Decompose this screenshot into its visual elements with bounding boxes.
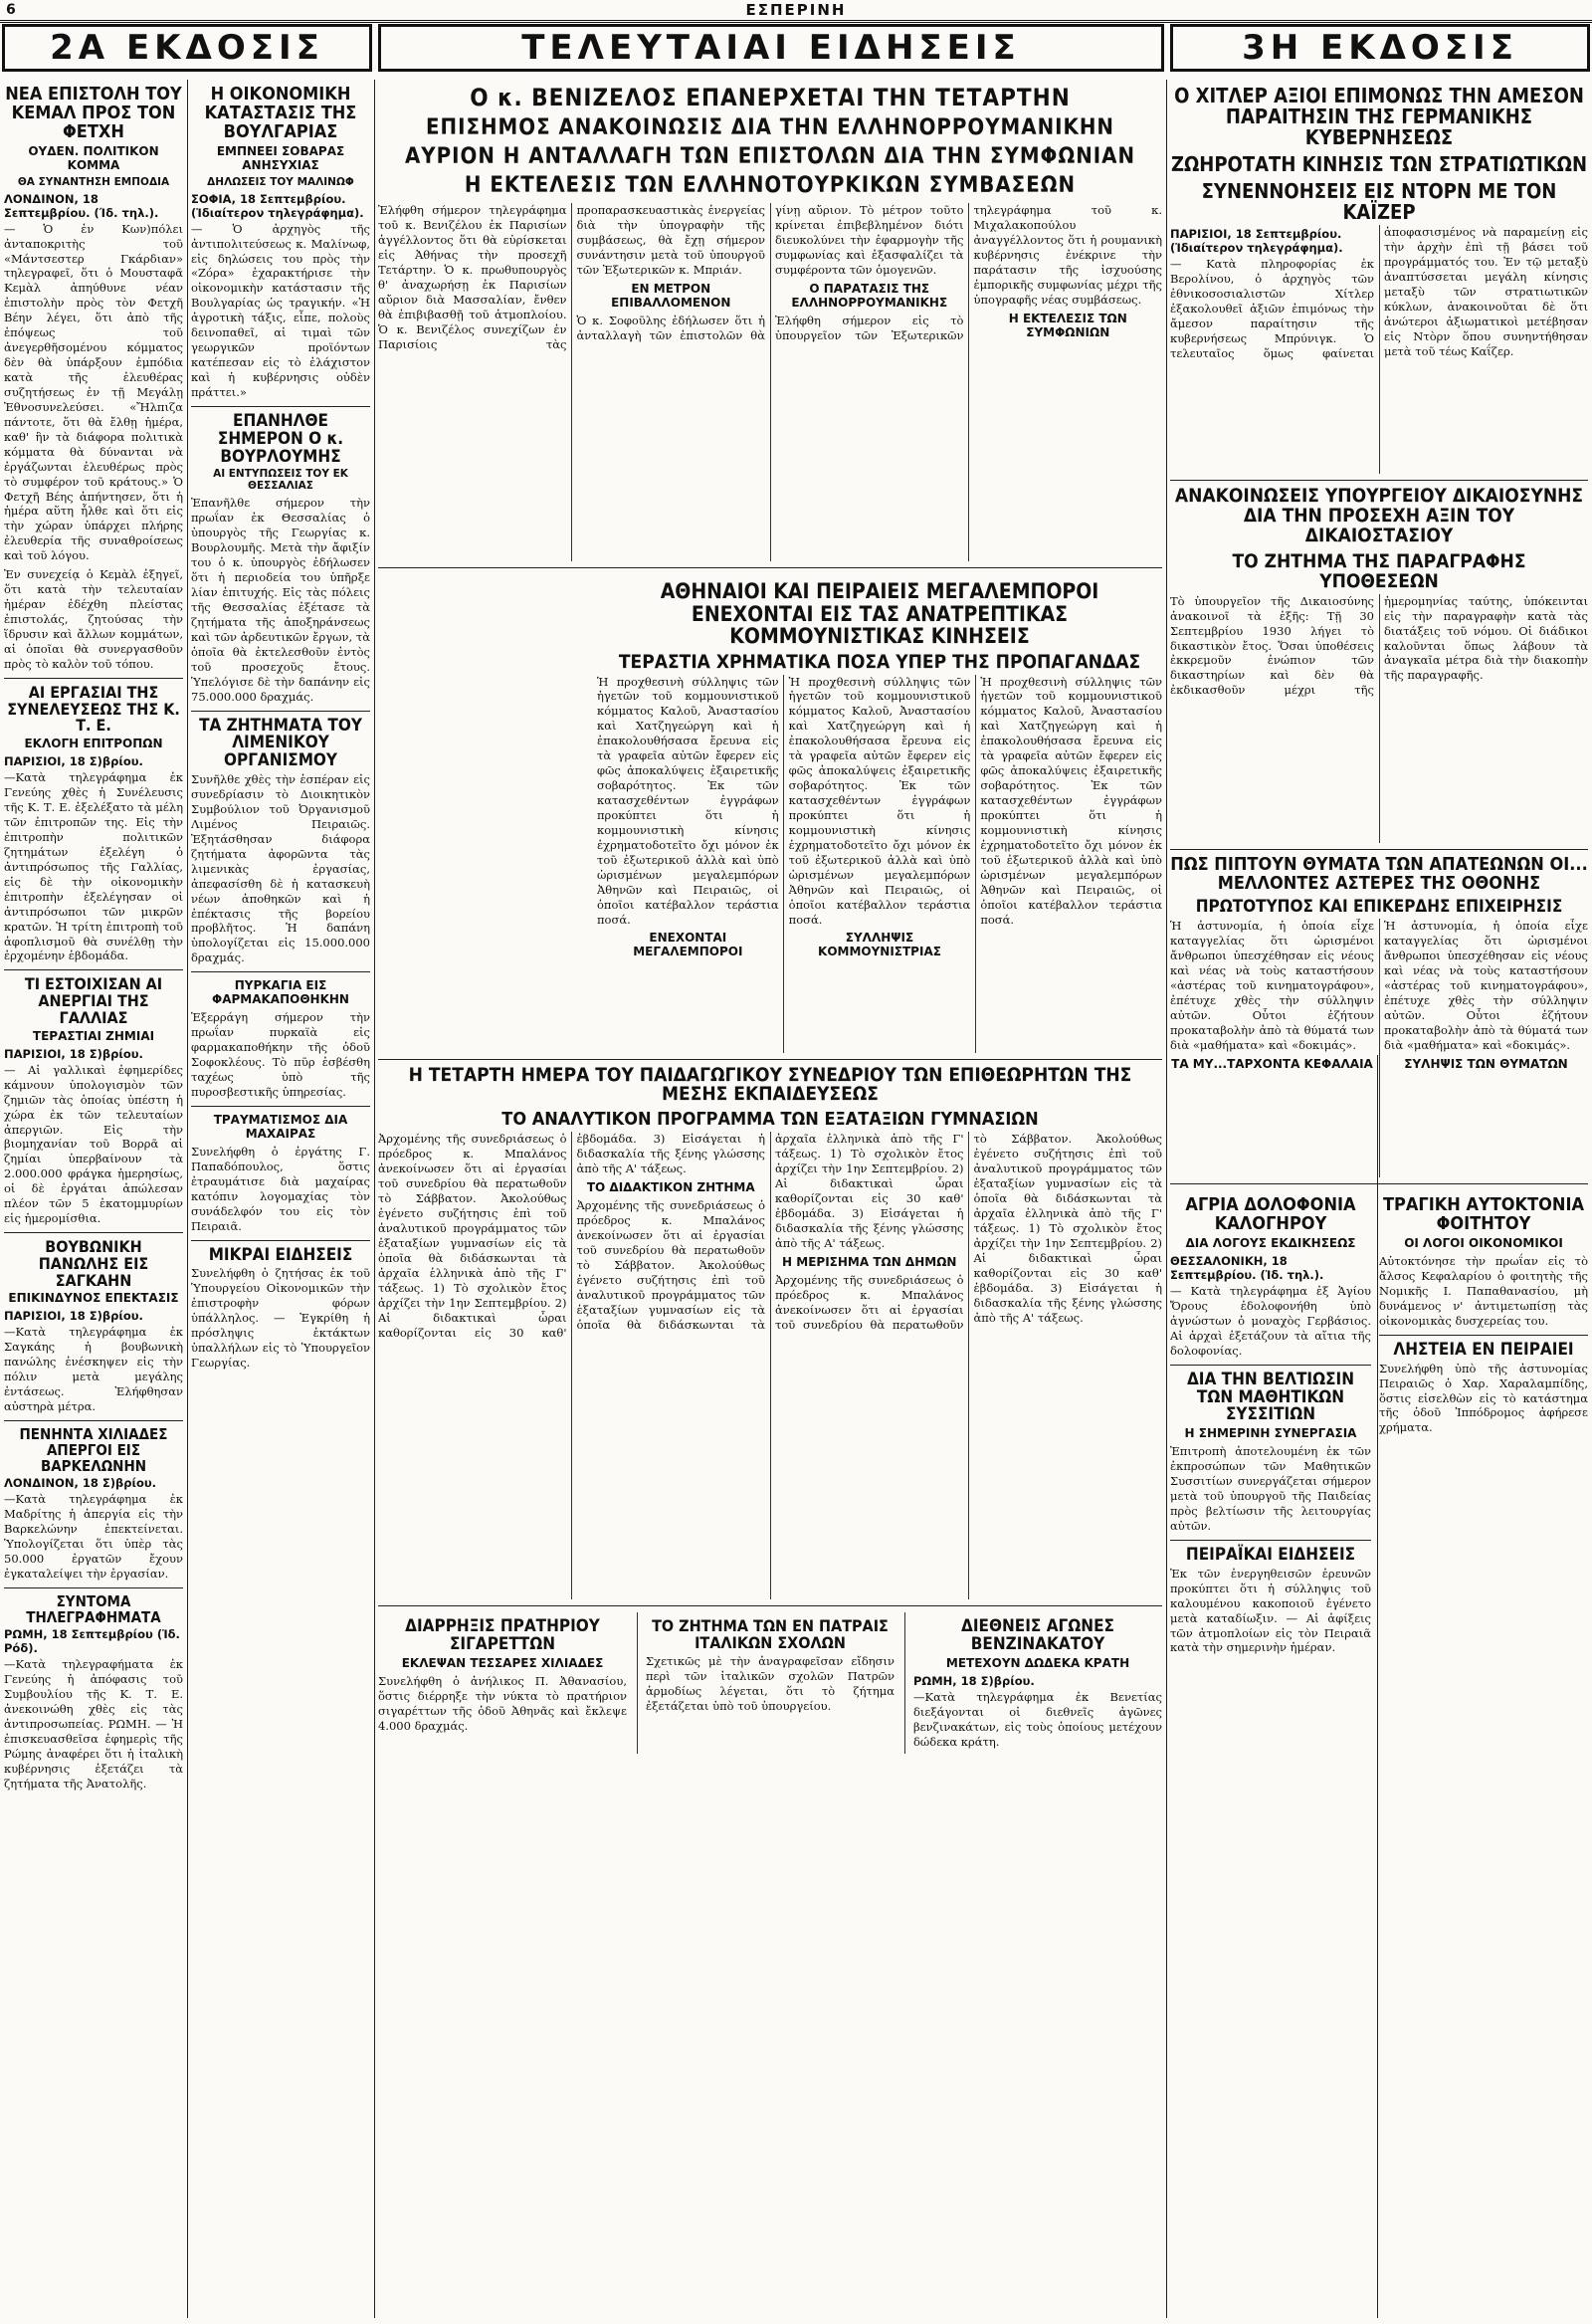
- subheadline: ΤΑ ΜΥ...ΤΑΡΧΟΝΤΑ ΚΕΦΑΛΑΙΑ: [1171, 1056, 1373, 1071]
- headline: Η ΕΚΤΕΛΕΣΙΣ ΤΩΝ ΕΛΛΗΝΟΤΟΥΡΚΙΚΩΝ ΣΥΜΒΑΣΕΩΝ: [464, 173, 1077, 199]
- dateline: ΛΟΝΔΙΝΟΝ, 18 Σ)βρίου.: [4, 1476, 156, 1491]
- divider: [4, 678, 183, 679]
- bottom-right: [1170, 1190, 1588, 1659]
- article-text: Ἐλήφθη σήμερον εἰς τὸ ὑπουργεῖον τῶν Ἐξωτερικῶν τηλεγράφημα τοῦ κ. Μιχαλακοπούλου ἀναγγέλλοντος ὅτι ἡ ρουμανικὴ κυβέρνησις ἐνέκρινε τὴν παράτασιν τῆς ἰσχυούσης ἐμπορικῆς συμφωνίας μέχρι τῆς ὑπογραφῆς νέας συμβάσεως.: [775, 203, 1162, 343]
- divider: [191, 406, 370, 407]
- headline: Ο κ. ΒΕΝΙΖΕΛΟΣ ΕΠΑΝΕΡΧΕΤΑΙ ΤΗΝ ΤΕΤΑΡΤΗΝ: [470, 84, 1071, 111]
- newspaper-title: ΕΣΠΕΡΙΝΗ: [745, 1, 847, 19]
- column-rule: [187, 80, 188, 2318]
- headline: ΜΙΚΡΑΙ ΕΙΔΗΣΕΙΣ: [208, 1244, 353, 1265]
- article-text: Συνελήφθη ὁ ἀνήλικος Π. Ἀθανασίου, ὅστις διέρρηξε τὴν νύκτα τὸ πρατήριον σιγαρέττων τῆς ὁδοῦ Ἀθηνᾶς καὶ ἔκλεψε 4.000 δραχμάς.: [378, 1674, 627, 1733]
- headline: ΒΟΥΒΩΝΙΚΗ ΠΑΝΩΛΗΣ ΕΙΣ ΣΑΓΚΑΗΝ: [38, 1237, 149, 1290]
- headline: ΕΠΑΝΗΛΘΕ ΣΗΜΕΡΟΝ Ο κ. ΒΟΥΡΛΟΥΜΗΣ: [217, 410, 344, 467]
- headline: ΖΩΗΡΟΤΑΤΗ ΚΙΝΗΣΙΣ ΤΩΝ ΣΤΡΑΤΙΩΤΙΚΩΝ: [1170, 152, 1588, 176]
- masthead: [0, 0, 1592, 23]
- article-text: — Ὁ ἐν Κων)πόλει ἀνταποκριτὴς τοῦ «Μάντσεστερ Γκάρδιαν» τηλεγραφεῖ, ὅτι ὁ Μουσταφᾶ Κεμὰλ ἀπηύθυνε νέαν ἐπιστολὴν πρὸς τὸν Φετχῆ Βέην λέγει, ὅτι ἀπὸ τῆς ἐπόψεως τοῦ ἀνεγερθῆσομένου κόμματος δὲν θὰ ὑπάρξουν ἐμπόδια κατὰ τῆς ἐλευθέρας συζητήσεως ἐν τῇ Μεγάλῃ Ἐθνοσυνελεύσει. «Ἤλπιζα πάντοτε, ὅτι θὰ ἔλθῃ ἡμέρα, καθ' ἣν τὰ διάφορα πολιτικὰ κόμματα θὰ δύνανται νὰ ἐργάζωνται ἐλευθέρως πρὸς τὸ συμφέρον τοῦ κράτους.» Ὁ Φετχῆ Βέης ἀπήντησεν, ὅτι ἡ ἡμέρα αὕτη ἦλθε καὶ ὅτι εἰς τὴν χώραν ὑπάρχει πλήρης ἐλευθερία τῆς συναθροίσεως καὶ τοῦ λόγου.: [4, 221, 183, 563]
- divider: [1170, 1540, 1371, 1541]
- article-columns: [378, 203, 1162, 561]
- article-column: [1170, 1190, 1371, 1659]
- subheadline: ΔΙΑ ΛΟΓΟΥΣ ΕΚΔΙΚΗΣΕΩΣ: [1185, 1236, 1356, 1251]
- headline: ΠΕΝΗΝΤΑ ΧΙΛΙΑΔΕΣ ΑΠΕΡΓΟΙ ΕΙΣ ΒΑΡΚΕΛΩΝΗΝ: [19, 1425, 168, 1475]
- headline: ΑΝΑΚΟΙΝΩΣΕΙΣ ΥΠΟΥΡΓΕΙΟΥ ΔΙΚΑΙΟΣΥΝΗΣ ΔΙΑ ΤΗΝ ΠΡΟΣΕΧΗ ΑΞΙΝ ΤΟΥ ΔΙΚΑΙΟΣΤΑΣΙΟΥ: [1174, 485, 1584, 546]
- dateline: ΡΩΜΗ, 18 Σεπτεμβρίου (Ἰδ. Ρόδ).: [4, 1627, 180, 1656]
- dateline: ΣΟΦΙΑ, 18 Σεπτεμβρίου. (Ἰδιαίτερον τηλεγράφημα).: [191, 191, 364, 220]
- article-text: Σχετικῶς μὲ τὴν ἀναγραφεῖσαν εἴδησιν περὶ τῶν ἰταλικῶν σχολῶν Πατρῶν ἀρμοδίως λέγεται, ὅτι τὸ ζήτημα ἐξετάζεται ὑπὸ τοῦ ὑπουργείου.: [646, 1653, 895, 1713]
- article-text: Ἀρχομένης τῆς συνεδριάσεως ὁ πρόεδρος κ. Μπαλάνος ἀνεκοίνωσεν ὅτι αἱ ἐργασίαι τοῦ συνεδρίου θὰ περατωθοῦν τὸ Σάββατον. Ἀκολούθως ἐγένετο συζήτησις ἐπὶ τοῦ ἀναλυτικοῦ προγράμματος τῶν ἑξαταξίων γυμνασίων εἰς τὰ ὁποῖα θὰ διδάσκωνται τὰ ἀρχαῖα ἑλληνικὰ ἀπὸ τῆς Γ' τάξεως. 1) Τὸ σχολικὸν ἔτος ἀρχίζει τὴν 1ην Σεπτεμβρίου. 2) Αἱ διδακτικαὶ ὧραι καθορίζονται εἰς 30 καθ' ἑβδομάδα. 3) Εἰσάγεται ἡ διδασκαλία τῆς ξένης γλώσσης ἀπὸ τῆς Α' τάξεως.: [775, 1132, 1162, 1332]
- article-text: Ἡ προχθεσινὴ σύλληψις τῶν ἡγετῶν τοῦ κομμουνιστικοῦ κόμματος Καλοῦ, Ἀναστασίου καὶ Χατζηγεώργη καὶ ἡ ἐπακολουθήσασα ἔρευνα εἰς τὰ γραφεῖα αὐτῶν ἔφερεν εἰς φῶς ἀποκαλύψεις ἐξαιρετικῆς σοβαρότητος. Ἐκ τῶν κατασχεθέντων ἐγγράφων προκύπτει ὅτι ἡ κομμουνιστικὴ κίνησις ἐχρηματοδοτεῖτο ὄχι μόνον ἐκ τοῦ ἐξωτερικοῦ ἀλλὰ καὶ ὑπὸ ὡρισμένων μεγαλεμπόρων Ἀθηνῶν καὶ Πειραιῶς, οἱ ὁποῖοι κατέβαλλον τεράστια ποσά.: [788, 674, 971, 927]
- headline: ΑΥΡΙΟΝ Η ΑΝΤΑΛΛΑΓΗ ΤΩΝ ΕΠΙΣΤΟΛΩΝ ΔΙΑ ΤΗΝ ΣΥΜΦΩΝΙΑΝ: [404, 144, 1136, 170]
- article-text: —Κατὰ τηλεγραφήματα ἐκ Γενεύης ἡ ἀπόφασις τοῦ Συμβουλίου τῆς Κ. Τ. Ε. ἀνεκοινώθη χθὲς εἰς τὰς ἀντιπροσωπείας. ΡΩΜΗ. — Ἡ ἐπισκευασθεῖσα ἐφημερὶς τῆς Ρώμης ἀναφέρει ὅτι ἡ ἰταλικὴ κυβέρνησις ἐξετάζει τὰ ζητήματα τῆς Ἀνατολῆς.: [4, 1657, 183, 1791]
- headline: ΤΡΑΓΙΚΗ ΑΥΤΟΚΤΟΝΙΑ ΦΟΙΤΗΤΟΥ: [1382, 1194, 1585, 1235]
- divider: [1170, 480, 1588, 481]
- divider: [4, 969, 183, 970]
- divider: [4, 1232, 183, 1233]
- article-text: Ἐπιτροπὴ ἀποτελουμένη ἐκ τῶν ἐκπροσώπων τῶν Μαθητικῶν Συσσιτίων συνεργάζεται σήμερον μετὰ τοῦ ὑπουργοῦ τῆς Παιδείας πρὸς βελτίωσιν τῆς λειτουργίας αὐτῶν.: [1170, 1444, 1371, 1533]
- center-section: [378, 80, 1162, 2320]
- subheadline: ΕΚΛΟΓΗ ΕΠΙΤΡΟΠΩΝ: [24, 737, 163, 751]
- article-text: — Ὁ ἀρχηγὸς τῆς ἀντιπολιτεύσεως κ. Μαλίνωφ, εἰς δηλώσεις του πρὸς τὴν «Ζόρα» ἐχαρακτήρισε τὴν οἰκονομικὴν κατάστασιν τῆς Βουλγαρίας ὡς τραγικήν. «Ἡ ἀγροτικὴ τάξις, εἶπε, πολοὺς δεινοπαθεῖ, αἱ τιμαὶ τῶν γεωργικῶν προϊόντων κατέπεσαν εἰς τὸ ἐλάχιστον καὶ ἡ κυβέρνησις οὐδὲν πράττει.»: [191, 221, 370, 399]
- dateline: ΠΑΡΙΣΙΟΙ, 18 Σ)βρίου.: [4, 1309, 143, 1324]
- divider: [1170, 1365, 1371, 1366]
- column-rule: [1166, 80, 1167, 2318]
- subheadline: ΑΙ ΕΝΤΥΠΩΣΕΙΣ ΤΟΥ ΕΚ ΘΕΣΣΑΛΙΑΣ: [213, 468, 348, 493]
- article-text: Ἐπανῆλθε σήμερον τὴν πρωΐαν ἐκ Θεσσαλίας ὁ ὑπουργὸς τῆς Γεωργίας κ. Βουρλουμῆς. Μετὰ τὴν ἄφιξίν του ὁ κ. ὑπουργὸς ἐδήλωσεν ὅτι ἡ περιοδεία του ὑπῆρξε λίαν ἐπιτυχής. Εἰς τὰς πόλεις τῆς Θεσσαλίας ἐξέτασε τὰ ζητήματα τῆς ἀποξηράνσεως καὶ τῶν ἀρδευτικῶν ἔργων, τὰ ὁποῖα θὰ ἐκτελεσθοῦν ἐντὸς τοῦ προσεχοῦς ἔτους. Ὑπελόγισε δὲ τὴν δαπάνην εἰς 75.000.000 δραχμάς.: [191, 496, 370, 704]
- dateline: ΠΑΡΙΣΙΟΙ, 18 Σεπτεμβρίου. (Ἰδιαίτερον τηλεγράφημα).: [1170, 227, 1343, 255]
- column-right: [1170, 80, 1588, 2320]
- subheadline: Ο ΠΑΡΑΤΑΣΙΣ ΤΗΣ ΕΛΛΗΝΟΡΡΟΥΜΑΝΙΚΗΣ: [791, 282, 948, 311]
- headline: ΤΟ ΑΝΑΛΥΤΙΚΟΝ ΠΡΟΓΡΑΜΜΑ ΤΩΝ ΕΞΑΤΑΞΙΩΝ ΓΥΜΝΑΣΙΩΝ: [501, 1109, 1039, 1131]
- article-text: Ἀρχομένης τῆς συνεδριάσεως ὁ πρόεδρος κ. Μπαλάνος ἀνεκοίνωσεν ὅτι αἱ ἐργασίαι τοῦ συνεδρίου θὰ περατωθοῦν τὸ Σάββατον. Ἀκολούθως ἐγένετο συζήτησις ἐπὶ τοῦ ἀναλυτικοῦ προγράμματος τῶν ἑξαταξίων γυμνασίων εἰς τὰ ὁποῖα θὰ διδάσκωνται τὰ ἀρχαῖα ἑλληνικὰ ἀπὸ τῆς Γ' τάξεως. 1) Τὸ σχολικὸν ἔτος ἀρχίζει τὴν 1ην Σεπτεμβρίου. 2) Αἱ διδακτικαὶ ὧραι καθορίζονται εἰς 30 καθ' ἑβδομάδα. 3) Εἰσάγεται ἡ διδασκαλία τῆς ξένης γλώσσης ἀπὸ τῆς Α' τάξεως.: [576, 1132, 964, 1332]
- article-text: Συνελήφθη ὁ ἐργάτης Γ. Παπαδόπουλος, ὅστις ἐτραυμάτισε διὰ μαχαίρας κατόπιν λογομαχίας τὸν συνάδελφόν του εἰς τὸν Πειραιᾶ.: [191, 1144, 370, 1233]
- column-2: [191, 80, 370, 2320]
- subheadline: ΟΙ ΛΟΓΟΙ ΟΙΚΟΝΟΜΙΚΟΙ: [1404, 1236, 1563, 1251]
- divider: [191, 1240, 370, 1241]
- headline: ΠΡΩΤΟΤΥΠΟΣ ΚΑΙ ΕΠΙΚΕΡΔΗΣ ΕΠΙΧΕΙΡΗΣΙΣ: [1195, 897, 1563, 918]
- headline: ΠΕΙΡΑΪΚΑΙ ΕΙΔΗΣΕΙΣ: [1185, 1544, 1356, 1565]
- article-text: Αὐτοκτόνησε τὴν πρωΐαν εἰς τὸ ἄλσος Κεφαλαρίου ὁ φοιτητὴς τῆς Νομικῆς Ι. Παπαθανασίου, μὴ δυνάμενος ν' ἀντιμετωπίσῃ τὰς οἰκονομικὰς δυσχερείας του.: [1379, 1254, 1588, 1328]
- article-text: — Κατὰ πληροφορίας ἐκ Βερολίνου, ὁ ἀρχηγὸς τῶν ἐθνικοσοσιαλιστῶν Χίτλερ ἐξακολουθεῖ ἀξιῶν ἐπιμόνως τὴν ἄμεσον παραίτησιν τῆς κυβερνήσεως Μπρύνιγκ. Ὁ τελευταῖος ὅμως φαίνεται ἀποφασισμένος νὰ παραμείνῃ εἰς τὴν ἀρχὴν ἐπὶ τῇ βάσει τοῦ προγράμματός του. Ἐν τῷ μεταξὺ ἀναπτύσσεται μεγάλη κίνησις μεταξὺ τῶν στρατιωτικῶν κύκλων, ἀνακοινοῦται δὲ ὅτι ἀνώτεροι ἀξιωματικοὶ μετέβησαν εἰς Ντὸρν ὅπου συνηντήθησαν μετὰ τοῦ τέως Καΐζερ.: [1170, 225, 1588, 360]
- article-text: Ἐκ τῶν ἐνεργηθεισῶν ἐρευνῶν προκύπτει ὅτι ἡ σύλληψις τοῦ καλουμένου κακοποιοῦ ἐγένετο μετὰ καταδίωξιν. — Αἱ ἀφίξεις τῶν ἀτμοπλοίων εἰς τὸν Πειραιᾶ κατὰ τὴν σημερινὴν ἡμέραν.: [1170, 1566, 1371, 1655]
- headline: ΔΙΕΘΝΕΙΣ ΑΓΩΝΕΣ ΒΕΝΖΙΝΑΚΑΤΟΥ: [961, 1616, 1114, 1655]
- spacer: [378, 574, 587, 992]
- article-text: Ἀρχομένης τῆς συνεδριάσεως ὁ πρόεδρος κ. Μπαλάνος ἀνεκοίνωσεν ὅτι αἱ ἐργασίαι τοῦ συνεδρίου θὰ περατωθοῦν τὸ Σάββατον. Ἀκολούθως ἐγένετο συζήτησις ἐπὶ τοῦ ἀναλυτικοῦ προγράμματος τῶν ἑξαταξίων γυμνασίων εἰς τὰ ὁποῖα θὰ διδάσκωνται τὰ ἀρχαῖα ἑλληνικὰ ἀπὸ τῆς Γ' τάξεως. 1) Τὸ σχολικὸν ἔτος ἀρχίζει τὴν 1ην Σεπτεμβρίου. 2) Αἱ διδακτικαὶ ὧραι καθορίζονται εἰς 30 καθ' ἑβδομάδα. 3) Εἰσάγεται ἡ διδασκαλία τῆς ξένης γλώσσης ἀπὸ τῆς Α' τάξεως.: [378, 1132, 765, 1340]
- subheadline: ΔΗΛΩΣΕΙΣ ΤΟΥ ΜΑΛΙΝΩΦ: [207, 175, 354, 188]
- subheadline: Η ΕΚΤΕΛΕΣΙΣ ΤΩΝ ΣΥΜΦΩΝΙΩΝ: [1008, 312, 1127, 340]
- headline: Η ΤΕΤΑΡΤΗ ΗΜΕΡΑ ΤΟΥ ΠΑΙΔΑΓΩΓΙΚΟΥ ΣΥΝΕΔΡΙΟΥ ΤΩΝ ΕΠΙΘΕΩΡΗΤΩΝ ΤΗΣ ΜΕΣΗΣ ΕΚΠΑΙΔΕΥΣΕΩΣ: [408, 1063, 1132, 1106]
- subheadline: ΕΜΠΝΕΕΙ ΣΟΒΑΡΑΣ ΑΝΗΣΥΧΙΑΣ: [216, 143, 345, 172]
- headline: ΤΑ ΖΗΤΗΜΑΤΑ ΤΟΥ ΛΙΜΕΝΙΚΟΥ ΟΡΓΑΝΙΣΜΟΥ: [199, 715, 362, 771]
- article-text: Ἡ ἀστυνομία, ἡ ὁποία εἶχε καταγγελίας ὅτι ὡρισμένοι ἄνθρωποι ὑπεσχέθησαν εἰς νέους καὶ νέας νὰ τοὺς καταστήσουν «ἀστέρας τοῦ κινηματογράφου», ἐπέτυχε χθὲς τὴν σύλληψιν αὐτῶν. Οὗτοι ἐζήτουν προκαταβολὴν ἀπὸ τὰ θύματά των διὰ «μαθήματα» καὶ «δοκιμάς».: [1170, 919, 1374, 1052]
- article-text: Τὸ ὑπουργεῖον τῆς Δικαιοσύνης ἀνακοινοῖ τὰ ἑξῆς: Τῇ 30 Σεπτεμβρίου 1930 λήγει τὸ δικαστικὸν ἔτος. Ὅσαι ὑποθέσεις ἐκκρεμοῦν ἐνώπιον τῶν δικαστηρίων καὶ δὲν θὰ ἐκδικασθοῦν μέχρι τῆς ἡμερομηνίας ταύτης, ὑπόκεινται εἰς τὴν παραγραφὴν κατὰ τὰς διατάξεις τοῦ νόμου. Οἱ διάδικοι καλοῦνται ὅπως λάβουν τὰ ἀναγκαῖα μέτρα διὰ τὴν διακοπὴν τῆς παραγραφῆς.: [1170, 593, 1588, 698]
- dateline: ΠΑΡΙΣΙΟΙ, 18 Σ)βρίου.: [4, 754, 143, 769]
- headline: ΠΩΣ ΠΙΠΤΟΥΝ ΘΥΜΑΤΑ ΤΩΝ ΑΠΑΤΕΩΝΩΝ ΟΙ... ΜΕΛΛΟΝΤΕΣ ΑΣΤΕΡΕΣ ΤΗΣ ΟΘΟΝΗΣ: [1170, 853, 1588, 894]
- divider: [4, 1420, 183, 1421]
- article-text: Ὁ κ. Σοφοῦλης ἐδήλωσεν ὅτι ἡ ἀνταλλαγὴ τῶν ἐπιστολῶν θὰ γίνῃ αὔριον. Τὸ μέτρον τοῦτο κρίνεται ἐπιβεβλημένον διότι διευκολύνει τὴν ἐφαρμογὴν τῆς συμφωνίας καὶ ἐξασφαλίζει τὰ συμφέροντα τῶν ὁμογενῶν.: [576, 203, 964, 343]
- banner-third-edition: 3Η ΕΚΔΟΣΙΣ: [1170, 24, 1590, 72]
- article-text: Ἡ προχθεσινὴ σύλληψις τῶν ἡγετῶν τοῦ κομμουνιστικοῦ κόμματος Καλοῦ, Ἀναστασίου καὶ Χατζηγεώργη καὶ ἡ ἐπακολουθήσασα ἔρευνα εἰς τὰ γραφεῖα αὐτῶν ἔφερεν εἰς φῶς ἀποκαλύψεις ἐξαιρετικῆς σοβαρότητος. Ἐκ τῶν κατασχεθέντων ἐγγράφων προκύπτει ὅτι ἡ κομμουνιστικὴ κίνησις ἐχρηματοδοτεῖτο ὄχι μόνον ἐκ τοῦ ἐξωτερικοῦ ἀλλὰ καὶ ὑπὸ ὡρισμένων μεγαλεμπόρων Ἀθηνῶν καὶ Πειραιῶς, οἱ ὁποῖοι κατέβαλλον τεράστια ποσά.: [597, 674, 779, 927]
- headline: Ο ΧΙΤΛΕΡ ΑΞΙΟΙ ΕΠΙΜΟΝΩΣ ΤΗΝ ΑΜΕΣΟΝ ΠΑΡΑΙΤΗΣΙΝ ΤΗΣ ΓΕΡΜΑΝΙΚΗΣ ΚΥΒΕΡΝΗΣΕΩΣ: [1174, 84, 1584, 149]
- subheadline: ΕΚΛΕΨΑΝ ΤΕΣΣΑΡΕΣ ΧΙΛΙΑΔΕΣ: [401, 1656, 604, 1670]
- subheadline: ΤΟ ΔΙΔΑΚΤΙΚΟΝ ΖΗΤΗΜΑ: [586, 1180, 755, 1195]
- dateline: ΛΟΝΔΙΝΟΝ, 18 Σεπτεμβρίου. (Ίδ. τηλ.).: [4, 191, 159, 220]
- article-columns: [1170, 225, 1588, 474]
- subheadline: ΤΡΑΥΜΑΤΙΣΜΟΣ ΔΙΑ ΜΑΧΑΙΡΑΣ: [213, 1112, 348, 1141]
- subheadline: Η ΜΕΡΙΣΗΜΑ ΤΩΝ ΔΗΜΩΝ: [782, 1254, 957, 1269]
- article-text: Ἡ προχθεσινὴ σύλληψις τῶν ἡγετῶν τοῦ κομμουνιστικοῦ κόμματος Καλοῦ, Ἀναστασίου καὶ Χατζηγεώργη καὶ ἡ ἐπακολουθήσασα ἔρευνα εἰς τὰ γραφεῖα αὐτῶν ἔφερεν εἰς φῶς ἀποκαλύψεις ἐξαιρετικῆς σοβαρότητος. Ἐκ τῶν κατασχεθέντων ἐγγράφων προκύπτει ὅτι ἡ κομμουνιστικὴ κίνησις ἐχρηματοδοτεῖτο ὄχι μόνον ἐκ τοῦ ἐξωτερικοῦ ἀλλὰ καὶ ὑπὸ ὡρισμένων μεγαλεμπόρων Ἀθηνῶν καὶ Πειραιῶς, οἱ ὁποῖοι κατέβαλλον τεράστια ποσά.: [980, 674, 1162, 927]
- article-text: Ἡ ἀστυνομία, ἡ ὁποία εἶχε καταγγελίας ὅτι ὡρισμένοι ἄνθρωποι ὑπεσχέθησαν εἰς νέους καὶ νέας νὰ τοὺς καταστήσουν «ἀστέρας τοῦ κινηματογράφου», ἐπέτυχε χθὲς τὴν σύλληψιν αὐτῶν. Οὗτοι ἐζήτουν προκαταβολὴν ἀπὸ τὰ θύματά των διὰ «μαθήματα» καὶ «δοκιμάς».: [1384, 919, 1588, 1052]
- article-columns: [1170, 919, 1588, 1177]
- subheadline: Η ΣΗΜΕΡΙΝΗ ΣΥΝΕΡΓΑΣΙΑ: [1184, 1426, 1357, 1441]
- headline: ΤΙ ΕΣΤΟΙΧΙΣΑΝ ΑΙ ΑΝΕΡΓΙΑΙ ΤΗΣ ΓΑΛΛΙΑΣ: [24, 974, 163, 1027]
- headline: Η ΟΙΚΟΝΟΜΙΚΗ ΚΑΤΑΣΤΑΣΙΣ ΤΗΣ ΒΟΥΛΓΑΡΙΑΣ: [204, 84, 357, 142]
- headline: ΑΙ ΕΡΓΑΣΙΑΙ ΤΗΣ ΣΥΝΕΛΕΥΣΕΩΣ ΤΗΣ Κ. Τ. Ε.: [7, 682, 180, 736]
- headline: ΤΕΡΑΣΤΙΑ ΧΡΗΜΑΤΙΚΑ ΠΟΣΑ ΥΠΕΡ ΤΗΣ ΠΡΟΠΑΓΑΝΔΑΣ: [618, 650, 1141, 673]
- headline: ΑΘΗΝΑΙΟΙ ΚΑΙ ΠΕΙΡΑΙΕΙΣ ΜΕΓΑΛΕΜΠΟΡΟΙ ΕΝΕΧΟΝΤΑΙ ΕΙΣ ΤΑΣ ΑΝΑΤΡΕΠΤΙΚΑΣ ΚΟΜΜΟΥΝΙΣΤΙΚΑΣ ΚΙΝΗΣΕΙΣ: [660, 579, 1099, 648]
- dateline: ΘΕΣΣΑΛΟΝΙΚΗ, 18 Σεπτεμβρίου. (Ἰδ. τηλ.).: [1170, 1254, 1324, 1283]
- article-text: Συνῆλθε χθὲς τὴν ἑσπέραν εἰς συνεδρίασιν τὸ Διοικητικὸν Συμβούλιον τοῦ Ὀργανισμοῦ Λιμένος Πειραιῶς. Ἐξητάσθησαν διάφορα ζητήματα ἀφορῶντα τὰς λιμενικὰς ἐργασίας, ἀπεφασίσθη δὲ ἡ κατασκευὴ νέων ἀποθηκῶν καὶ ἡ ἐπέκτασις τῆς βορείου προβλῆτος. Ἡ δαπάνη ὑπολογίζεται εἰς 15.000.000 δραχμάς.: [191, 772, 370, 965]
- article-text: Ἐν συνεχείᾳ ὁ Κεμὰλ ἐξηγεῖ, ὅτι κατὰ τὴν τελευταίαν ἡμέραν ἐδέχθη πλείστας ἐπιστολάς, ζητούσας τὴν ἵδρυσιν καὶ ἄλλων κομμάτων, αἱ ὁποῖαι θὰ συνεργασθοῦν πρὸς τὸ καλὸν τοῦ τόπου.: [4, 567, 183, 671]
- dateline: ΠΑΡΙΣΙΟΙ, 18 Σ)βρίου.: [4, 1046, 143, 1061]
- subheadline: ΕΝ ΜΕΤΡΟΝ ΕΠΙΒΑΛΛΟΜΕΝΟΝ: [611, 282, 731, 311]
- page-number: 6: [6, 2, 16, 18]
- divider: [378, 1059, 1162, 1060]
- headline: ΕΠΙΣΗΜΟΣ ΑΝΑΚΟΙΝΩΣΙΣ ΔΙΑ ΤΗΝ ΕΛΛΗΝΟΡΡΟΥΜΑΝΙΚΗΝ: [426, 115, 1114, 141]
- headline: ΣΥΝΤΟΜΑ ΤΗΛΕΓΡΑΦΗΜΑΤΑ: [26, 1591, 161, 1626]
- subheadline: ΤΕΡΑΣΤΙΑΙ ΖΗΜΙΑΙ: [32, 1028, 155, 1043]
- article-text: —Κατὰ τηλεγράφημα ἐκ Βενετίας διεξάγονται οἱ διεθνεῖς ἀγῶνες βενζινακάτων, εἰς τοὺς ὁποίους μετέχουν δώδεκα κράτη.: [913, 1690, 1162, 1749]
- communist-article: [597, 574, 1162, 1052]
- article-columns: [378, 1132, 1162, 1599]
- subheadline: ΣΥΛΛΗΨΙΣ ΚΟΜΜΟΥΝΙΣΤΡΙΑΣ: [818, 931, 941, 959]
- banner-latest-news: ΤΕΛΕΥΤΑΙΑΙ ΕΙΔΗΣΕΙΣ: [378, 24, 1164, 72]
- article-text: — Κατὰ τηλεγράφημα ἐξ Ἁγίου Ὄρους ἐδολοφονήθη ὑπὸ ἀγνώστων ὁ μοναχὸς Γερβάσιος. Αἱ ἀρχαὶ ἐξετάζουν τὰ αἴτια τῆς δολοφονίας.: [1170, 1284, 1371, 1358]
- divider: [191, 1106, 370, 1107]
- article-columns: [1170, 594, 1588, 843]
- divider: [1170, 1183, 1588, 1184]
- article-text: Ἐλήφθη σήμερον τηλεγράφημα τοῦ κ. Βενιζέλου ἐκ Παρισίων ἀγγέλλοντος ὅτι θὰ εὑρίσκεται εἰς Ἀθήνας τὴν προσεχῆ Τετάρτην. Ὁ κ. πρωθυπουργὸς θ' ἀναχωρήσῃ ἐκ Παρισίων αὔριον διὰ Μασσαλίαν, ἔνθεν θὰ ἐπιβιβασθῇ τοῦ ἀτμοπλοίου. Ὁ κ. Βενιζέλος συνεχίζων ἐν Παρισίοις τὰς προπαρασκευαστικὰς ἐνεργείας διὰ τὴν ὑπογραφὴν τῆς συμβάσεως, θὰ ἔχῃ σήμερον συνάντησιν μετὰ τοῦ ὑπουργοῦ τῶν Ἐξωτερικῶν κ. Μπριάν.: [378, 203, 765, 351]
- article: [378, 1612, 627, 1753]
- divider: [378, 1605, 1162, 1606]
- dateline: ΡΩΜΗ, 18 Σ)βρίου.: [913, 1674, 1035, 1688]
- subheadline: ΣΥΛΗΨΙΣ ΤΩΝ ΘΥΜΑΤΩΝ: [1404, 1056, 1568, 1071]
- headline: ΛΗΣΤΕΙΑ ΕΝ ΠΕΙΡΑΙΕΙ: [1393, 1339, 1574, 1360]
- subheadline: ΜΕΤΕΧΟΥΝ ΔΩΔΕΚΑ ΚΡΑΤΗ: [945, 1656, 1130, 1670]
- headline: ΤΟ ΖΗΤΗΜΑ ΤΗΣ ΠΑΡΑΓΡΑΦΗΣ ΥΠΟΘΕΣΕΩΝ: [1232, 549, 1526, 592]
- article-text: —Κατὰ τηλεγράφημα ἐκ Σαγκάης ἡ βουβωνικὴ πανώλης ἐνέσκηψεν εἰς τὴν πόλιν μετὰ μεγάλης ἐντάσεως. Ἐλήφθησαν αὐστηρὰ μέτρα.: [4, 1325, 183, 1414]
- article-text: —Κατὰ τηλεγράφημα ἐκ Γενεύης χθὲς ἡ Συνέλευσις τῆς Κ. Τ. Ε. ἐξελέξατο τὰ μέλη τῶν ἐπιτροπῶν της. Εἰς τὴν ἐπιτροπὴν πολιτικῶν ζητημάτων ἐξελέγη ὁ ἀντιπρόσωπος τῆς Γαλλίας, εἰς δὲ τὴν οἰκονομικὴν ἐπιτροπὴν ἐξελέγησαν οἱ ἀντιπρόσωποι τῶν μικρῶν κρατῶν. Ἡ τρίτη ἐπιτροπὴ τοῦ ἀφοπλισμοῦ θὰ συνέλθῃ τὴν ἐρχομένην ἑβδομάδα.: [4, 770, 183, 963]
- headline: ΤΟ ΖΗΤΗΜΑ ΤΩΝ ΕΝ ΠΑΤΡΑΙΣ ΙΤΑΛΙΚΩΝ ΣΧΟΛΩΝ: [652, 1616, 889, 1653]
- mid-section: [378, 574, 1162, 1052]
- article-text: Ἐξερράγη σήμερον τὴν πρωΐαν πυρκαϊὰ εἰς φαρμακαποθήκην τῆς ὁδοῦ Σοφοκλέους. Τὸ πῦρ ἐσβέσθη ταχέως ὑπὸ τῆς πυροσβεστικῆς ὑπηρεσίας.: [191, 1010, 370, 1099]
- headline: ΝΕΑ ΕΠΙΣΤΟΛΗ ΤΟΥ ΚΕΜΑΛ ΠΡΟΣ ΤΟΝ ΦΕΤΧΗ: [5, 84, 182, 142]
- headline: ΔΙΑΡΡΗΞΙΣ ΠΡΑΤΗΡΙΟΥ ΣΙΓΑΡΕΤΤΩΝ: [405, 1616, 600, 1655]
- divider: [378, 567, 1162, 568]
- divider: [191, 971, 370, 972]
- article: [637, 1612, 895, 1753]
- banner-second-edition: 2Α ΕΚΔΟΣΙΣ: [2, 24, 372, 72]
- headline: ΑΓΡΙΑ ΔΟΛΟΦΟΝΙΑ ΚΑΛΟΓΗΡΟΥ: [1185, 1194, 1356, 1235]
- headline: ΔΙΑ ΤΗΝ ΒΕΛΤΙΩΣΙΝ ΤΩΝ ΜΑΘΗΤΙΚΩΝ ΣΥΣΣΙΤΙΩΝ: [1186, 1369, 1355, 1425]
- article-columns: [597, 675, 1162, 1053]
- article-text: — Αἱ γαλλικαὶ ἐφημερίδες κάμνουν ὑπολογισμὸν τῶν ζημιῶν τὰς ὁποίας ὑπέστη ἡ χώρα ἐκ τῶν τελευταίων ἀπεργιῶν. Εἰς τὴν βιομηχανίαν τοῦ Βορρᾶ αἱ ζημίαι ὑπερβαίνουν τὰ 2.000.000 φράγκα ἡμερησίως, οἱ δὲ ἐργάται ἀπώλεσαν πλέον τῶν 5 ἑκατομμυρίων εἰς ἡμερομίσθια.: [4, 1062, 183, 1226]
- article-text: Συνελήφθη ὑπὸ τῆς ἀστυνομίας Πειραιῶς ὁ Χαρ. Χαραλαμπίδης, ὅστις εἰσελθὼν εἰς τὸ κατάστημα τῆς ὁδοῦ Ἰππόδρομος ἀφήρεσε χρήματα.: [1379, 1361, 1588, 1435]
- subheadline: ΕΝΕΧΟΝΤΑΙ ΜΕΓΑΛΕΜΠΟΡΟΙ: [633, 931, 743, 959]
- divider: [191, 711, 370, 712]
- divider: [4, 1587, 183, 1588]
- column-1: [4, 80, 183, 2320]
- divider: [1379, 1335, 1588, 1336]
- subheadline: ΟΥΔΕΝ. ΠΟΛΙΤΙΚΟΝ ΚΟΜΜΑ: [28, 143, 159, 172]
- bottom-row: [378, 1612, 1162, 1753]
- subheadline: ΠΥΡΚΑΓΙΑ ΕΙΣ ΦΑΡΜΑΚΑΠΟΘΗΚΗΝ: [212, 978, 349, 1007]
- article-text: —Κατὰ τηλεγράφημα ἐκ Μαδρίτης ἡ ἀπεργία εἰς τὴν Βαρκελώνην ἐπεκτείνεται. Ὑπολογίζεται ὅτι ὑπὲρ τὰς 50.000 ἐργατῶν ἔχουν ἐγκαταλείψει τὴν ἐργασίαν.: [4, 1492, 183, 1582]
- article: [904, 1612, 1162, 1753]
- article-column: [1379, 1190, 1588, 1659]
- article-text: Συνελήφθη ὁ ζητήσας ἐκ τοῦ Ὑπουργείου Οἰκονομικῶν τὴν ἐπιστροφὴν φόρων ὑπάλληλος. — Ἐγκρίθη ἡ πρόσληψις ἐκτάκτων ὑπαλλήλων εἰς τὸ Ὑπουργεῖον Γεωργίας.: [191, 1266, 370, 1371]
- subheadline: ΕΠΙΚΙΝΔΥΝΟΣ ΕΠΕΚΤΑΣΙΣ: [8, 1291, 179, 1306]
- divider: [1170, 849, 1588, 850]
- subheadline: ΘΑ ΣΥΝΑΝΤΗΣΗ ΕΜΠΟΔΙΑ: [17, 175, 170, 188]
- headline: ΣΥΝΕΝΝΟΗΣΕΙΣ ΕΙΣ ΝΤΟΡΝ ΜΕ ΤΟΝ ΚΑΪΖΕΡ: [1201, 179, 1557, 224]
- column-rule: [374, 80, 375, 2318]
